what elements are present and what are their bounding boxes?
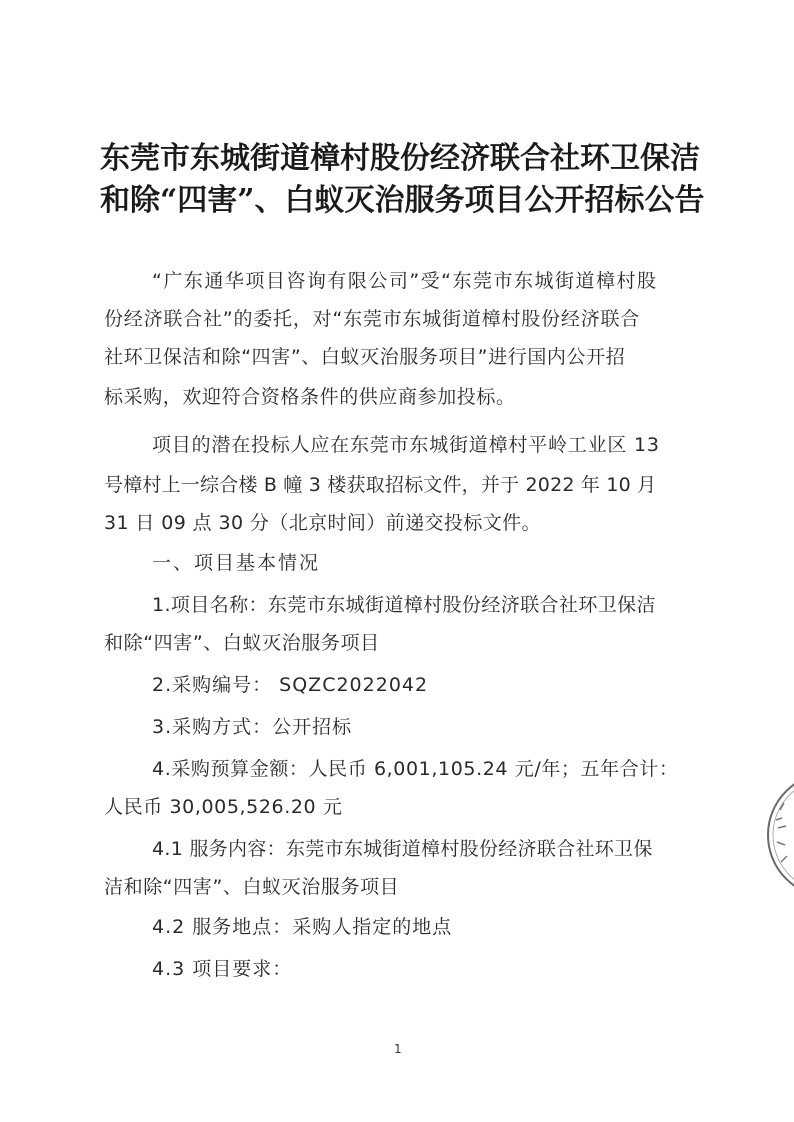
bid-info-paragraph-line: 项目的潜在投标人应在东莞市东城街道樟村平岭工业区 13 [152,434,660,456]
project-name-item: 1.项目名称：东莞市东城街道樟村股份经济联合社环卫保洁 [152,594,656,616]
service-content-item-continued: 洁和除“四害”、白蚁灭治服务项目 [104,876,400,898]
seal-stamp-icon [760,770,794,900]
section-heading: 一、项目基本情况 [152,552,321,574]
intro-paragraph-line: 社环卫保洁和除“四害”、白蚁灭治服务项目”进行国内公开招 [104,346,626,368]
bid-info-paragraph-line: 31 日 09 点 30 分（北京时间）前递交投标文件。 [104,512,541,534]
intro-paragraph-line: “广东通华项目咨询有限公司”受“东莞市东城街道樟村股 [152,270,658,292]
project-requirements-item: 4.3 项目要求： [152,958,293,980]
intro-paragraph-line: 标采购，欢迎符合资格条件的供应商参加投标。 [104,386,516,408]
service-location-item: 4.2 服务地点：采购人指定的地点 [152,916,453,938]
budget-item: 4.采购预算金额：人民币 6,001,105.24 元/年；五年合计： [152,758,679,780]
document-title-line-1: 东莞市东城街道樟村股份经济联合社环卫保洁 [100,141,700,176]
budget-item-continued: 人民币 30,005,526.20 元 [104,796,343,818]
document-title-line-2: 和除“四害”、白蚁灭治服务项目公开招标公告 [100,183,705,218]
bid-info-paragraph-line: 号樟村上一综合楼 B 幢 3 楼获取招标文件，并于 2022 年 10 月 [104,474,657,496]
procurement-method-item: 3.采购方式：公开招标 [152,716,353,738]
intro-paragraph-line: 份经济联合社”的委托，对“东莞市东城街道樟村股份经济联合 [104,308,641,330]
service-content-item: 4.1 服务内容：东莞市东城街道樟村股份经济联合社环卫保 [152,838,653,860]
project-name-item-continued: 和除“四害”、白蚁灭治服务项目 [104,632,380,654]
page-number: 1 [394,1042,402,1056]
procurement-number-item: 2.采购编号： SQZC2022042 [152,674,429,696]
